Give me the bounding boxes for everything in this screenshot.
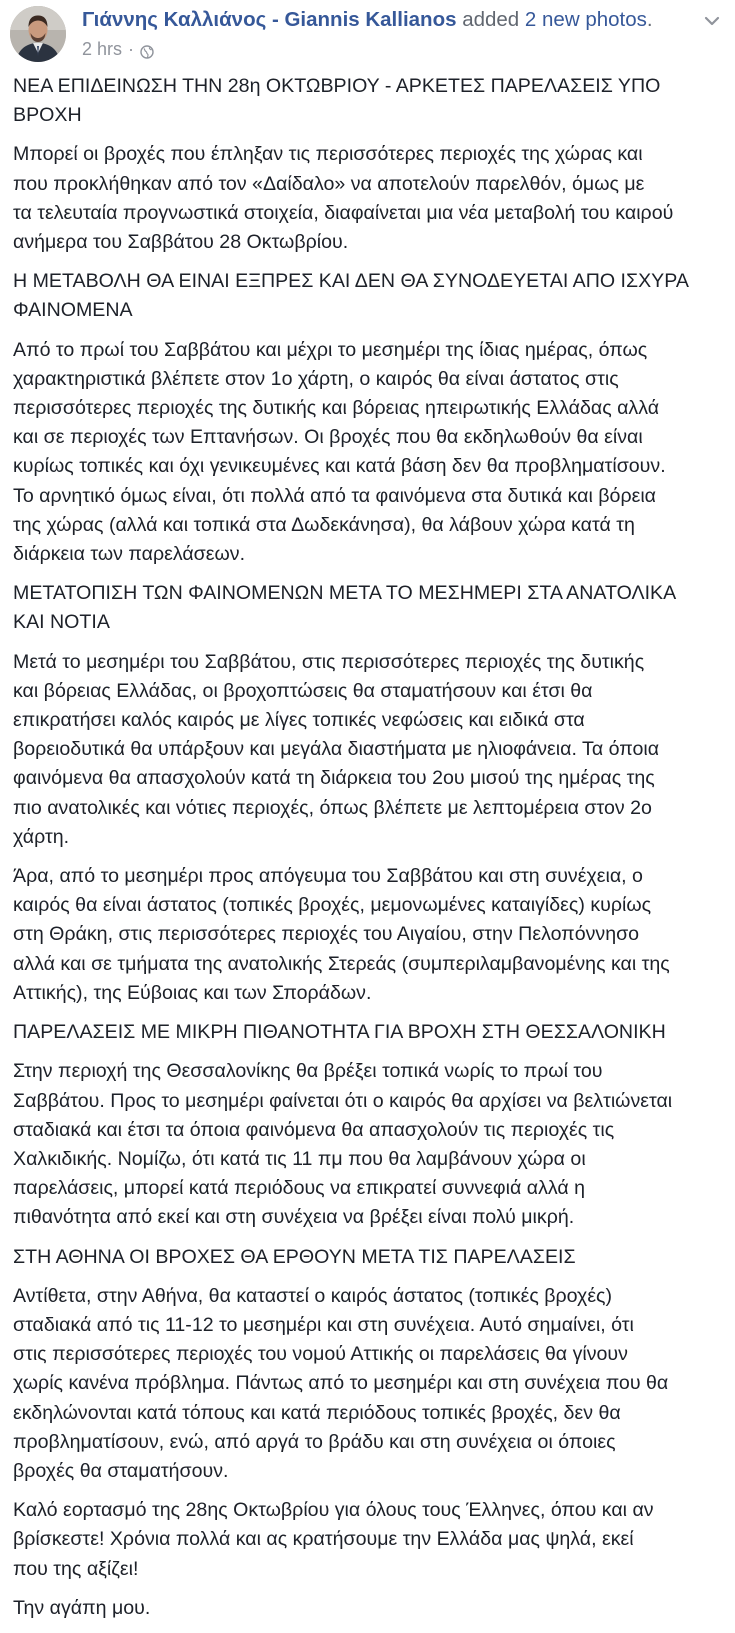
paragraph: Αντίθετα, στην Αθήνα, θα καταστεί ο καιρός άστατος (τοπικές βροχές) σταδιακά από τις 11-12 το μεσημέρι και στη συνέχεια. Αυτό σημαίνει, ότι στις περισσότερες περιοχές του νομού Αττικής οι παρελάσεις θα γίνουν χωρίς κανένα πρόβλημα. Πάντως από το μεσημέρι και στη συνέχεια που θα εκδηλώνονται κατά τόπους και κατά περιόδους τοπικές βροχές, δεν θα προβληματίσουν, ενώ, από αργά το βράδυ και στη συνέχεια οι όποιες βροχές θα σταματήσουν. [13,1284,669,1482]
post-meta [82,39,154,60]
paragraph-heading: Η ΜΕΤΑΒΟΛΗ ΘΑ ΕΙΝΑΙ ΕΞΠΡΕΣ ΚΑΙ ΔΕΝ ΘΑ ΣΥΝΟΔΕΥΕΤΑΙ ΑΠΟ ΙΣΧΥΡΑ ΦΑΙΝΟΜΕΝΑ [13,270,689,322]
paragraph: Άρα, από το μεσημέρι προς απόγευμα του Σαββάτου και στη συνέχεια, ο καιρός θα είναι άστατος (τοπικές βροχές, μεμονωμένες καταιγίδες) κυρίως στη Θράκη, στις περισσότερες περιοχές του Αιγαίου, στην Πελοπόννησο αλλά και σε τμήματα της ανατολικής Στερεάς (συμπεριλαμβανομένης και της Αττικής), της Εύβοιας και των Σποράδων. [13,865,670,1004]
paragraph: Από το πρωί του Σαββάτου και μέχρι το μεσημέρι της ίδιας ημέρας, όπως χαρακτηριστικά βλέπετε στον 1ο χάρτη, ο καιρός θα είναι άστατος στις περισσότερες περιοχές της δυτικής και βόρειας ηπειρωτικής Ελλάδας αλλά και σε περιοχές των Επτανήσων. Οι βροχές που θα εκδηλωθούν θα είναι κυρίως τοπικές και όχι γενικευμένες και κατά βάση δεν θα προβληματίσουν. Το αρνητικό όμως είναι, ότι πολλά από τα φαινόμενα στα δυτικά και βόρεια της χώρας (αλλά και τοπικά στα Δωδεκάνησα), θα λάβουν χώρα κατά τη διάρκεια των παρελάσεων. [13,338,666,566]
post-body [13,72,725,1633]
paragraph-signoff: Την αγάπη μου. [13,1596,151,1619]
paragraph-closing: Καλό εορτασμό της 28ης Οκτωβρίου για όλους τους Έλληνες, όπου και αν βρίσκεστε! Χρόνια πολλά και ας κρατήσουμε την Ελλάδα μας ψηλά, εκεί που της αξίζει! [13,1499,654,1580]
photos-link[interactable]: 2 new photos [524,8,647,31]
paragraph-heading: ΣΤΗ ΑΘΗΝΑ ΟΙ ΒΡΟΧΕΣ ΘΑ ΕΡΘΟΥΝ ΜΕΤΑ ΤΙΣ ΠΑΡΕΛΑΣΕΙΣ [13,1245,576,1268]
paragraph-heading: ΠΑΡΕΛΑΣΕΙΣ ΜΕ ΜΙΚΡΗ ΠΙΘΑΝΟΤΗΤΑ ΓΙΑ ΒΡΟΧΗ ΣΤΗ ΘΕΣΣΑΛΟΝΙΚΗ [13,1021,666,1044]
author-avatar[interactable] [10,6,66,62]
paragraph: Μετά το μεσημέρι του Σαββάτου, στις περισσότερες περιοχές της δυτικής και βόρειας Ελλάδας, οι βροχοπτώσεις θα σταματήσουν και έτσι θα επικρατήσει καλός καιρός με λίγες τοπικές νεφώσεις και ειδικά στα βορειοδυτικά θα υπάρξουν και μεγάλα διαστήματα με ηλιοφάνεια. Τα όποια φαινόμενα θα απασχολούν κατά τη διάρκεια του 2ου μισού της ημέρας της πιο ανατολικές και νότιες περιοχές, όπως βλέπετε με λεπτομέρεια στον 2ο χάρτη. [13,650,660,848]
author-line [82,7,653,33]
paragraph: Στην περιοχή της Θεσσαλονίκης θα βρέξει τοπικά νωρίς το πρωί του Σαββάτου. Προς το μεσημέρι φαίνεται ότι ο καιρός θα αρχίσει να βελτιώνεται σταδιακά και έτσι τα όποια φαινόμενα θα απασχολούν τις περιοχές τις Χαλκιδικής. Νομίζω, ότι κατά τις 11 πμ που θα λαμβάνουν χώρα οι παρελάσεις, μπορεί κατά περιόδους να επικρατεί συννεφιά αλλά η πιθανότητα από εκεί και στη συνέχεια να βρέξει είναι πολύ μικρή. [13,1060,673,1229]
post-timestamp-link[interactable]: 2 hrs [82,39,123,59]
avatar-photo [10,6,66,62]
paragraph: Μπορεί οι βροχές που έπληξαν τις περισσότερες περιοχές της χώρας και που προκλήθηκαν από τον «Δαίδαλο» να αποτελούν παρελθόν, όμως με τα τελευταία προγνωστικά στοιχεία, διαφαίνεται μια νέα μεταβολή του καιρού ανήμερα του Σαββάτου 28 Οκτωβρίου. [13,143,674,254]
paragraph-heading: ΜΕΤΑΤΟΠΙΣΗ ΤΩΝ ΦΑΙΝΟΜΕΝΩΝ ΜΕΤΑ ΤΟ ΜΕΣΗΜΕΡΙ ΣΤΑ ΑΝΑΤΟΛΙΚΑ ΚΑΙ ΝΟΤΙΑ [13,582,677,634]
meta-separator: · [128,39,135,59]
post-header [10,6,725,62]
post-action-text: added [462,8,520,31]
paragraph-headline: ΝΕΑ ΕΠΙΔΕΙΝΩΣΗ ΤΗΝ 28η ΟΚΤΩΒΡΙΟΥ - ΑΡΚΕΤΕΣ ΠΑΡΕΛΑΣΕΙΣ ΥΠΟ ΒΡΟΧΗ [13,75,661,127]
post-action-suffix: . [646,8,653,31]
author-name-link[interactable]: Γιάννης Καλλιάνος - Giannis Kallianos [82,8,457,31]
globe-icon[interactable] [140,43,154,57]
chevron-down-icon[interactable] [701,10,723,32]
